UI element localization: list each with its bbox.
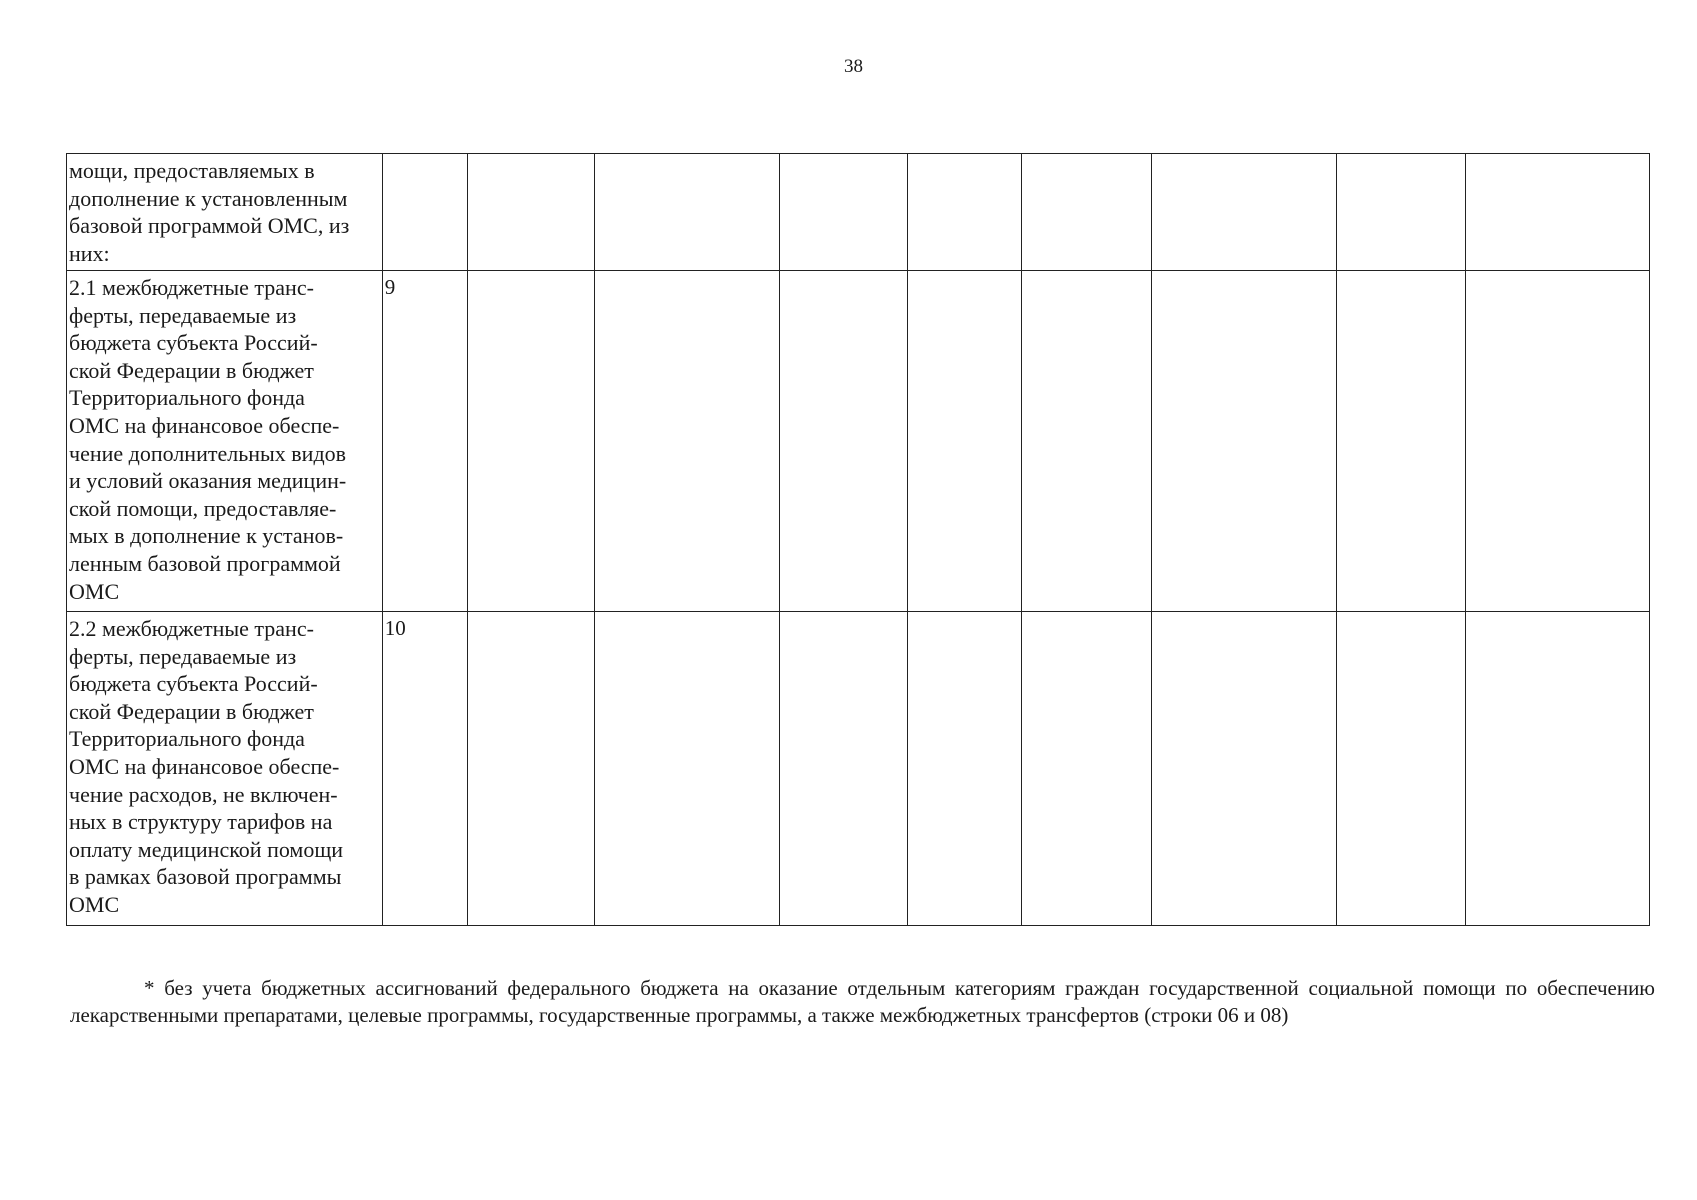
table-cell bbox=[1022, 271, 1151, 612]
table-cell bbox=[595, 154, 779, 271]
table-cell bbox=[908, 154, 1022, 271]
row-description: 2.1 межбюджетные транс- ферты, передаваемые из бюджета субъекта Россий- ской Федерации в бюджет Территориального фонда ОМС на финансовое обеспе- чение дополнительных видов и условий оказания медицин- ской помощи, предоставляе- мых в дополнение к установ- ленным базовой программой ОМС bbox=[67, 271, 383, 612]
table-cell bbox=[1151, 612, 1336, 926]
row-code: 10 bbox=[382, 612, 467, 926]
table-cell bbox=[1337, 154, 1466, 271]
table-row bbox=[67, 154, 1650, 271]
table-cell bbox=[1466, 271, 1650, 612]
table-row bbox=[67, 612, 1650, 926]
table-cell bbox=[1151, 154, 1336, 271]
row-description: мощи, предоставляемых в дополнение к установленным базовой программой ОМС, из них: bbox=[67, 154, 383, 271]
table-cell bbox=[595, 271, 779, 612]
row-description: 2.2 межбюджетные транс- ферты, передаваемые из бюджета субъекта Россий- ской Федерации в бюджет Территориального фонда ОМС на финансовое обеспе- чение расходов, не включен- ных в структуру тарифов на оплату медицинской помощи в рамках базовой программы ОМС bbox=[67, 612, 383, 926]
table-cell bbox=[1022, 612, 1151, 926]
table-cell bbox=[779, 154, 907, 271]
data-table bbox=[66, 153, 1650, 926]
table-cell bbox=[468, 612, 595, 926]
table-cell bbox=[908, 612, 1022, 926]
table-cell bbox=[1337, 612, 1466, 926]
row-code bbox=[382, 154, 467, 271]
page-number: 38 bbox=[844, 56, 863, 77]
table-cell bbox=[1466, 154, 1650, 271]
table-row bbox=[67, 271, 1650, 612]
footnote: * без учета бюджетных ассигнований федерального бюджета на оказание отдельным категориям граждан государственной социальной помощи по обеспечению лекарственными препаратами, целевые программы, государственные программы, а также межбюджетных трансфертов (строки 06 и 08) bbox=[70, 976, 1655, 1027]
table-cell bbox=[1151, 271, 1336, 612]
table-cell bbox=[779, 612, 907, 926]
table-cell bbox=[1466, 612, 1650, 926]
table-cell bbox=[779, 271, 907, 612]
table-cell bbox=[595, 612, 779, 926]
row-code: 9 bbox=[382, 271, 467, 612]
table-cell bbox=[1337, 271, 1466, 612]
table-cell bbox=[468, 154, 595, 271]
table-cell bbox=[1022, 154, 1151, 271]
table-cell bbox=[908, 271, 1022, 612]
table-cell bbox=[468, 271, 595, 612]
